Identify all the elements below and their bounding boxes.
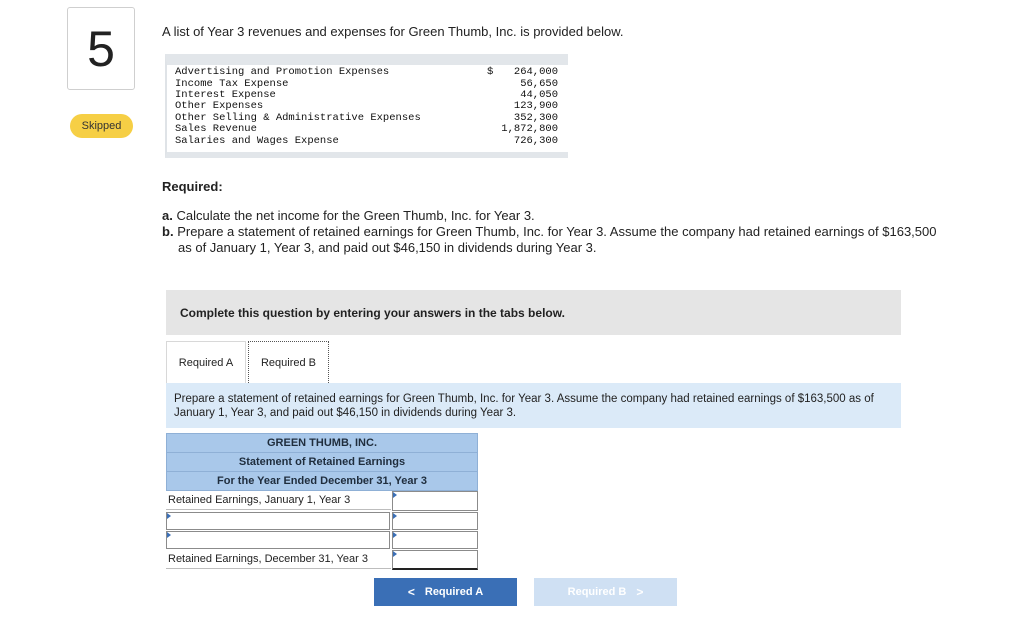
statement-amount-input[interactable] <box>392 512 478 530</box>
tab-label: Required B <box>260 356 317 369</box>
statement-row-2-label-input[interactable] <box>167 515 389 531</box>
input-marker-icon <box>393 513 397 519</box>
statement-row-2-amount-input[interactable] <box>393 515 477 531</box>
row-label: Interest Expense <box>175 89 276 101</box>
input-marker-icon <box>393 532 397 538</box>
status-badge: Skipped <box>70 114 133 138</box>
requirement-a <box>162 208 535 223</box>
retained-earnings-beginning-input[interactable] <box>393 493 477 511</box>
question-number: 5 <box>87 20 115 77</box>
requirement-a-text: Calculate the net income for the Green Thumb, Inc. for Year 3. <box>176 208 535 223</box>
next-button-label: Required B <box>567 586 627 598</box>
row-amount: 726,300 <box>513 135 558 147</box>
input-marker-icon <box>167 513 171 519</box>
requirement-b <box>162 224 982 256</box>
requirement-b-prefix: b. <box>162 224 174 239</box>
table-row <box>175 135 560 147</box>
instructions-bar <box>166 290 901 335</box>
row-label: Income Tax Expense <box>175 78 289 90</box>
row-amount: 44,050 <box>520 89 558 101</box>
table-row <box>175 123 560 135</box>
chevron-right-icon: > <box>636 585 644 599</box>
row-amount: 1,872,800 <box>501 123 558 135</box>
statement-company-name: GREEN THUMB, INC. <box>166 433 478 453</box>
table-row <box>175 100 560 112</box>
table-row <box>175 66 560 78</box>
row-label: Other Expenses <box>175 100 264 112</box>
input-marker-icon <box>393 551 397 557</box>
currency-symbol: $ <box>487 66 494 78</box>
input-marker-icon <box>393 492 397 498</box>
question-intro: A list of Year 3 revenues and expenses for Green Thumb, Inc. is provided below. <box>162 24 624 39</box>
revenue-expense-table <box>165 54 568 158</box>
statement-row-label: Retained Earnings, December 31, Year 3 <box>166 550 391 569</box>
chevron-left-icon: < <box>407 585 415 599</box>
statement-amount-input[interactable] <box>392 491 478 511</box>
tab-panel-instructions: Prepare a statement of retained earnings for Green Thumb, Inc. for Year 3. Assume the company had retained earnings of $163,500 as of January 1, Year 3, and paid out $46,150 in dividends during Year 3. <box>166 383 901 428</box>
statement-label-input[interactable] <box>166 512 390 530</box>
requirement-b-text-line1: Prepare a statement of retained earnings for Green Thumb, Inc. for Year 3. Assume the company had retained earnings of $163,500 <box>177 224 937 239</box>
statement-title: Statement of Retained Earnings <box>166 452 478 472</box>
row-label: Salaries and Wages Expense <box>175 135 339 147</box>
prev-button-label: Required A <box>424 586 484 598</box>
row-amount: 264,000 <box>513 66 558 78</box>
tab-required-b[interactable] <box>248 341 329 383</box>
statement-amount-input[interactable] <box>392 531 478 549</box>
requirement-b-text-line2: as of January 1, Year 3, and paid out $46,150 in dividends during Year 3. <box>178 240 597 255</box>
statement-row-label: Retained Earnings, January 1, Year 3 <box>166 491 391 510</box>
row-label: Advertising and Promotion Expenses <box>175 66 390 78</box>
statement-amount-input[interactable] <box>392 550 478 570</box>
tab-required-a[interactable] <box>166 341 246 383</box>
requirement-a-prefix: a. <box>162 208 173 223</box>
question-number-box <box>67 7 135 90</box>
row-amount: 352,300 <box>513 112 558 124</box>
prev-required-a-button[interactable] <box>374 578 517 606</box>
row-label: Sales Revenue <box>175 123 257 135</box>
required-heading: Required: <box>162 179 223 194</box>
tab-label: Required A <box>178 356 234 369</box>
row-amount: 123,900 <box>513 100 558 112</box>
row-amount: 56,650 <box>520 78 558 90</box>
statement-period: For the Year Ended December 31, Year 3 <box>166 471 478 491</box>
retained-earnings-ending-input[interactable] <box>393 553 477 570</box>
next-required-b-button[interactable] <box>534 578 677 606</box>
input-marker-icon <box>167 532 171 538</box>
statement-label-input[interactable] <box>166 531 390 549</box>
statement-row-3-amount-input[interactable] <box>393 534 477 550</box>
instructions-text: Complete this question by entering your answers in the tabs below. <box>180 305 565 320</box>
statement-row-3-label-input[interactable] <box>167 534 389 550</box>
row-label: Other Selling & Administrative Expenses <box>175 112 421 124</box>
